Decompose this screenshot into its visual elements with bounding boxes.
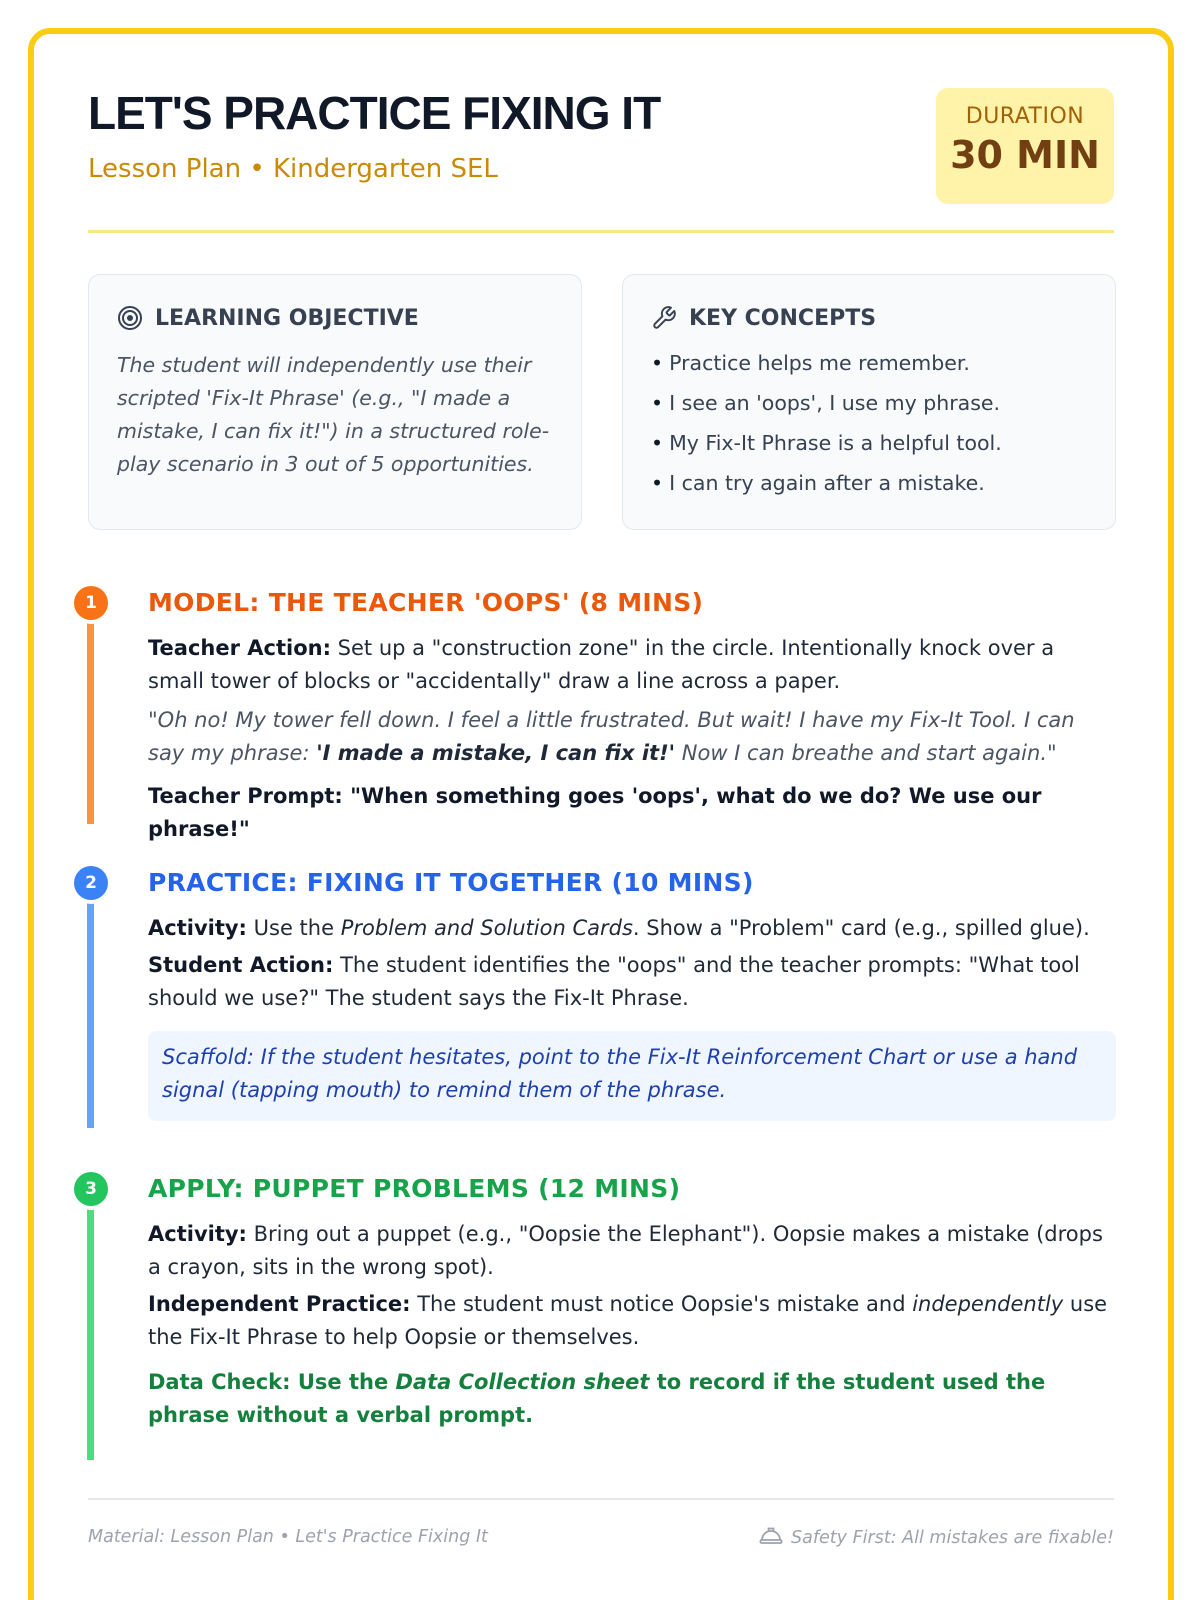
- independent-practice: [148, 1288, 1116, 1354]
- step-title: APPLY: PUPPET PROBLEMS (12 MINS): [148, 1174, 681, 1203]
- concept-item: • I can try again after a mistake.: [651, 469, 1101, 497]
- step-number-badge: 3: [74, 1172, 108, 1206]
- data-check-text-end: to record if the student used the phrase without a verbal prompt.: [148, 1370, 1046, 1427]
- concepts-list: [651, 349, 1101, 509]
- objective-title: LEARNING OBJECTIVE: [155, 305, 419, 331]
- activity-label: Activity:: [148, 916, 247, 940]
- step-timeline-bar: [87, 604, 94, 824]
- duration-value: 30 MIN: [950, 133, 1100, 177]
- duration-label: DURATION: [965, 104, 1085, 129]
- activity-label: Activity:: [148, 1222, 247, 1246]
- activity: [148, 1218, 1116, 1284]
- hard-hat-icon: [759, 1525, 783, 1550]
- step-number-badge: 1: [74, 586, 108, 620]
- scaffold-note: Scaffold: If the student hesitates, point to the Fix-It Reinforcement Chart or use a hand signal (tapping mouth) to remind them of the phrase.: [148, 1031, 1116, 1121]
- independent-practice-label: Independent Practice:: [148, 1292, 411, 1316]
- step-title: MODEL: THE TEACHER 'OOPS' (8 MINS): [148, 588, 704, 617]
- concept-item: • My Fix-It Phrase is a helpful tool.: [651, 429, 1101, 457]
- duration-badge: [936, 88, 1114, 204]
- quote-text-end: Now I can breathe and start again.": [675, 741, 1057, 765]
- activity-text-end: . Show a "Problem" card (e.g., spilled glue).: [632, 916, 1090, 940]
- student-action: [148, 949, 1116, 1015]
- key-concepts-box: [622, 274, 1116, 530]
- student-action-text: The student identifies the "oops" and the teacher prompts: "What tool should we use?" The student says the Fix-It Phrase.: [148, 953, 1080, 1010]
- header-divider: [88, 230, 1114, 233]
- learning-objective-box: [88, 274, 582, 530]
- objective-text: The student will independently use their scripted 'Fix-It Phrase' (e.g., "I made a mistake, I can fix it!") in a structured role-play scenario in 3 out of 5 opportunities.: [117, 353, 550, 476]
- concept-item: • I see an 'oops', I use my phrase.: [651, 389, 1101, 417]
- data-check: [148, 1366, 1116, 1432]
- concepts-title: KEY CONCEPTS: [689, 305, 877, 331]
- step-timeline-bar: [87, 1190, 94, 1460]
- page-subtitle: Lesson Plan • Kindergarten SEL: [88, 154, 498, 184]
- fix-it-phrase: 'I made a mistake, I can fix it!': [316, 741, 676, 765]
- quote-text: "Oh no! My tower fell down. I feel a little frustrated. But wait! I have my Fix-It Tool. I can say my phrase:: [148, 708, 1075, 765]
- teacher-prompt: Teacher Prompt: "When something goes 'oops', what do we do? We use our phrase!": [148, 784, 1042, 841]
- step-title: PRACTICE: FIXING IT TOGETHER (10 MINS): [148, 868, 754, 897]
- activity: [148, 912, 1116, 945]
- independent-text: The student must notice Oopsie's mistake and: [410, 1292, 913, 1316]
- material-name: Problem and Solution Cards: [340, 916, 633, 940]
- teacher-script-quote: [148, 704, 1116, 770]
- teacher-action-label: Teacher Action:: [148, 636, 331, 660]
- teacher-action: [148, 632, 1116, 698]
- activity-text: Use the: [246, 916, 341, 940]
- target-icon: [117, 305, 143, 331]
- teacher-action-text: Set up a "construction zone" in the circle. Intentionally knock over a small tower of blocks or "accidentally" draw a line across a paper.: [148, 636, 1055, 693]
- independent-emphasis: independently: [912, 1292, 1064, 1316]
- footer-safety: [759, 1525, 1114, 1550]
- wrench-icon: [651, 305, 677, 331]
- independent-text-end: use the Fix-It Phrase to help Oopsie or themselves.: [148, 1292, 1108, 1349]
- student-action-label: Student Action:: [148, 953, 334, 977]
- footer-divider: [88, 1498, 1114, 1500]
- footer-material: Material: Lesson Plan • Let's Practice Fixing It: [88, 1527, 488, 1547]
- step-number-badge: 2: [74, 866, 108, 900]
- concept-item: • Practice helps me remember.: [651, 349, 1101, 377]
- footer-safety-text: Safety First: All mistakes are fixable!: [791, 1527, 1114, 1548]
- activity-text: Bring out a puppet (e.g., "Oopsie the Elephant"). Oopsie makes a mistake (drops a crayon, sits in the wrong spot).: [148, 1222, 1103, 1279]
- data-sheet-name: Data Collection sheet: [395, 1370, 650, 1394]
- page-title: LET'S PRACTICE FIXING IT: [88, 87, 661, 139]
- data-check-text: Data Check: Use the: [148, 1370, 396, 1394]
- step-timeline-bar: [87, 884, 94, 1128]
